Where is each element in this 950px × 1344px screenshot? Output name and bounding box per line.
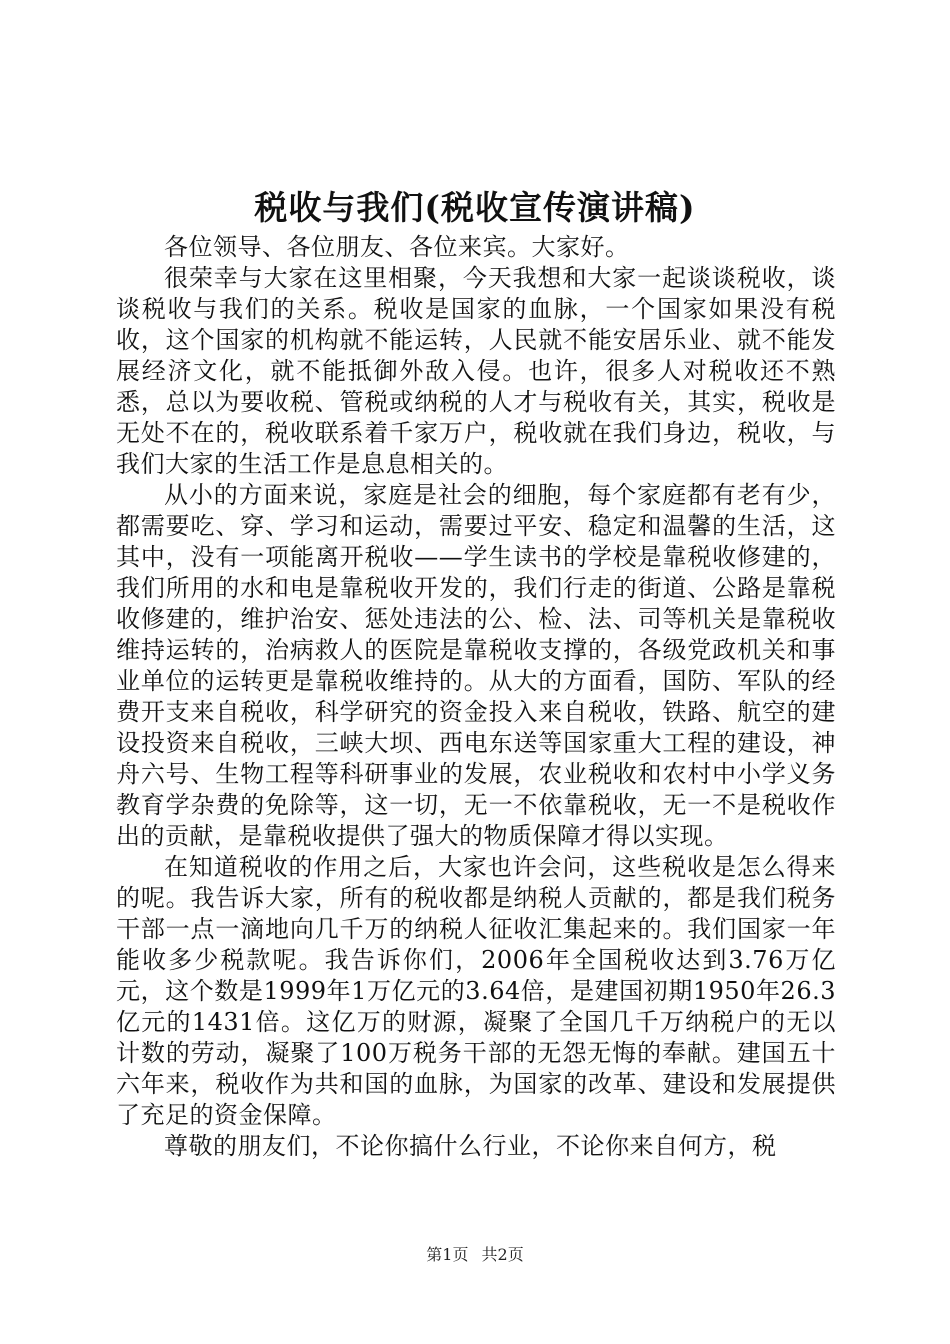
page-number-total: 共2页	[481, 1245, 524, 1264]
paragraph-intro: 很荣幸与大家在这里相聚，今天我想和大家一起谈谈税收，谈谈税收与我们的关系。税收是国家的血脉，一个国家如果没有税收，这个国家的机构就不能运转，人民就不能安居乐业、就不能发展经济文化，就不能抵御外敌入侵。也许，很多人对税收还不熟悉，总以为要收税、管税或纳税的人才与税收有关，其实，税收是无处不在的，税收联系着千家万户，税收就在我们身边，税收，与我们大家的生活工作是息息相关的。	[116, 264, 836, 478]
paragraph-tax-uses: 从小的方面来说，家庭是社会的细胞，每个家庭都有老有少，都需要吃、穿、学习和运动，需要过平安、稳定和温馨的生活，这其中，没有一项能离开税收——学生读书的学校是靠税收修建的，我们所用的水和电是靠税收开发的，我们行走的街道、公路是靠税收修建的，维护治安、惩处违法的公、检、法、司等机关是靠税收维持运转的，治病救人的医院是靠税收支撑的，各级党政机关和事业单位的运转更是靠税收维持的。从大的方面看，国防、军队的经费开支来自税收，科学研究的资金投入来自税收，铁路、航空的建设投资来自税收，三峡大坝、西电东送等国家重大工程的建设，神舟六号、生物工程等科研事业的发展，农业税收和农村中小学义务教育学杂费的免除等，这一切，无一不依靠税收，无一不是税收作出的贡献，是靠税收提供了强大的物质保障才得以实现。	[116, 481, 836, 850]
paragraph-tax-sources: 在知道税收的作用之后，大家也许会问，这些税收是怎么得来的呢。我告诉大家，所有的税收都是纳税人贡献的，都是我们税务干部一点一滴地向几千万的纳税人征收汇集起来的。我们国家一年能收多少税款呢。我告诉你们，2006年全国税收达到3.76万亿元，这个数是1999年1万亿元的3.64倍，是建国初期1950年26.3亿元的1431倍。这亿万的财源，凝聚了全国几千万纳税户的无以计数的劳动，凝聚了100万税务干部的无怨无悔的奉献。建国五十六年来，税收作为共和国的血脉，为国家的改革、建设和发展提供了充足的资金保障。	[116, 853, 836, 1129]
page-number-current: 第1页	[426, 1245, 469, 1264]
paragraph-greeting: 各位领导、各位朋友、各位来宾。大家好。	[164, 233, 630, 261]
paragraph-closing: 尊敬的朋友们，不论你搞什么行业，不论你来自何方，税	[164, 1132, 777, 1160]
document-body	[116, 232, 836, 1162]
document-title: 税收与我们(税收宣传演讲稿)	[254, 188, 696, 227]
page-footer	[0, 1244, 950, 1266]
